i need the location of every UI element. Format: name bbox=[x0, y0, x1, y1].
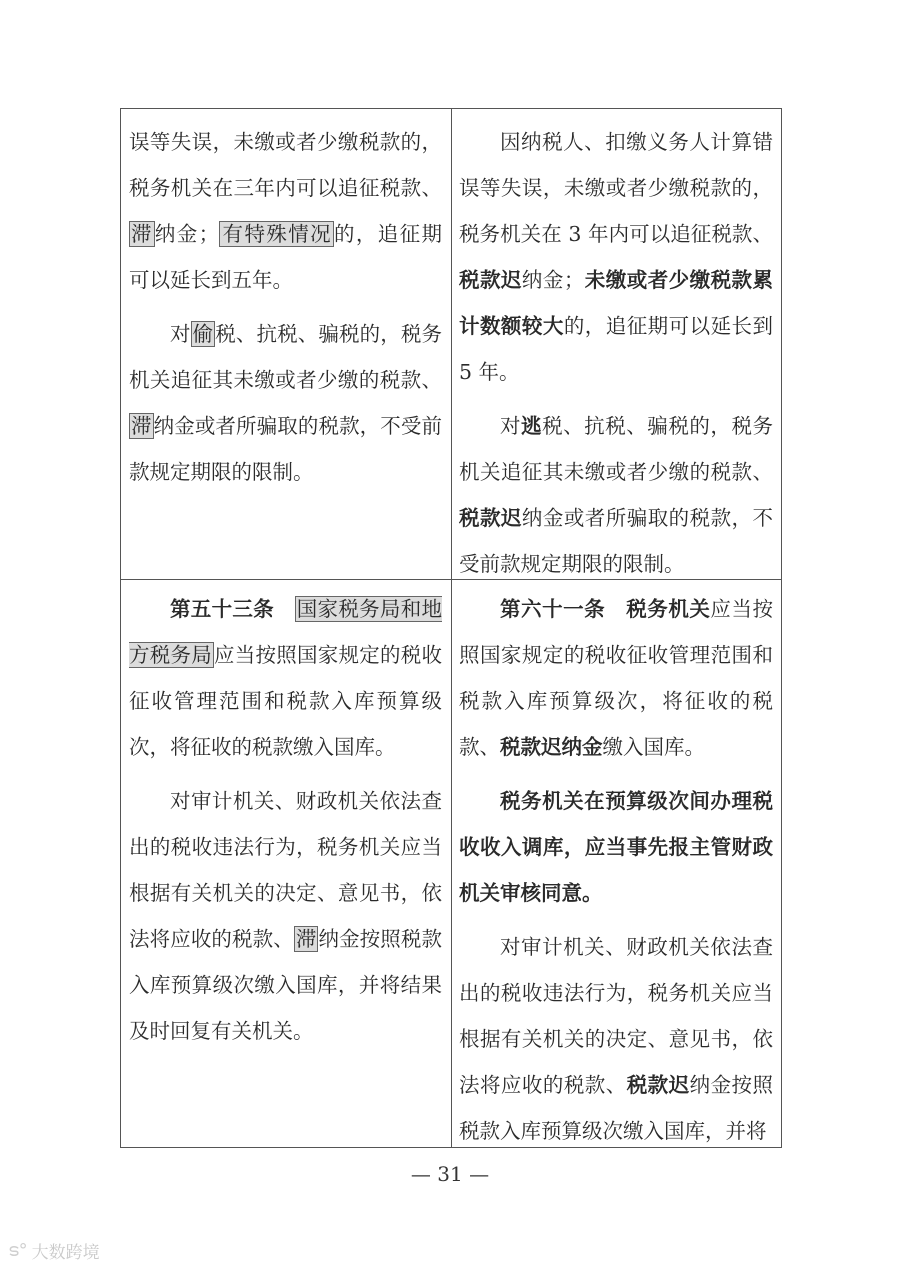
old-article-53: 第五十三条 国家税务局和地方税务局应当按照国家规定的税收征收管理范围和税款入库预算级次，将征收的税款缴入国库。 bbox=[129, 597, 442, 759]
bold-added-text: 税款迟 bbox=[459, 506, 522, 530]
new-text-cell-top bbox=[459, 119, 773, 587]
new-paragraph-4: 税务机关在预算级次间办理税收收入调库，应当事先报主管财政机关审核同意。 bbox=[459, 789, 773, 905]
bold-added-text: 税款迟纳金 bbox=[500, 735, 603, 759]
highlighted-deleted-text: 滞 bbox=[131, 222, 153, 246]
highlighted-deleted-text: 国家税务局和地方税务局 bbox=[129, 597, 442, 667]
bold-added-text: 税务机关 bbox=[626, 597, 711, 621]
old-paragraph-2: 对偷税、抗税、骗税的，税务机关追征其未缴或者少缴的税款、滞纳金或者所骗取的税款，不受前款规定期限的限制。 bbox=[129, 322, 443, 484]
page-number: — 31 — bbox=[410, 1162, 490, 1186]
new-paragraph-1: 因纳税人、扣缴义务人计算错误等失误，未缴或者少缴税款的，税务机关在 3 年内可以追征税款、税款迟纳金；未缴或者少缴税款累计数额较大的，追征期可以延长到 5 年。 bbox=[459, 130, 774, 384]
old-text-cell-bottom bbox=[129, 586, 442, 1054]
highlighted-deleted-text: 偷 bbox=[192, 322, 214, 346]
comparison-table bbox=[120, 108, 782, 1148]
watermark bbox=[8, 1238, 100, 1263]
old-paragraph-4: 对审计机关、财政机关依法查出的税收违法行为，税务机关应当根据有关机关的决定、意见书，依法将应收的税款、滞纳金按照税款入库预算级次缴入国库，并将结果及时回复有关机关。 bbox=[129, 789, 443, 1043]
watermark-text: 大数跨境 bbox=[31, 1243, 100, 1263]
new-paragraph-5: 对审计机关、财政机关依法查出的税收违法行为，税务机关应当根据有关机关的决定、意见书，依法将应收的税款、税款迟纳金按照税款入库预算级次缴入国库，并将 bbox=[459, 935, 774, 1143]
bold-added-text: 逃 bbox=[521, 414, 543, 438]
bold-added-text: 未缴或者少缴税款累计数额较大 bbox=[459, 268, 774, 338]
watermark-logo-icon: ട° bbox=[8, 1240, 28, 1261]
highlighted-deleted-text: 滞 bbox=[131, 414, 152, 438]
article-title: 第六十一条 bbox=[500, 597, 627, 621]
highlighted-deleted-text: 滞 bbox=[295, 927, 317, 951]
old-paragraph-1: 误等失误，未缴或者少缴税款的，税务机关在三年内可以追征税款、滞纳金；有特殊情况的，追征期可以延长到五年。 bbox=[129, 130, 443, 292]
old-text-cell-top bbox=[129, 119, 442, 495]
column-divider bbox=[451, 109, 452, 1147]
bold-added-text: 税款迟 bbox=[626, 1073, 690, 1097]
new-text-cell-bottom bbox=[459, 586, 773, 1154]
new-article-61: 第六十一条 税务机关应当按照国家规定的税收征收管理范围和税款入库预算级次，将征收的税款、税款迟纳金缴入国库。 bbox=[459, 597, 774, 759]
article-title: 第五十三条 bbox=[170, 597, 295, 621]
bold-added-text: 税款迟 bbox=[459, 268, 522, 292]
new-paragraph-2: 对逃税、抗税、骗税的，税务机关追征其未缴或者少缴的税款、税款迟纳金或者所骗取的税款，不受前款规定期限的限制。 bbox=[459, 414, 774, 576]
highlighted-deleted-text: 有特殊情况 bbox=[221, 222, 332, 246]
